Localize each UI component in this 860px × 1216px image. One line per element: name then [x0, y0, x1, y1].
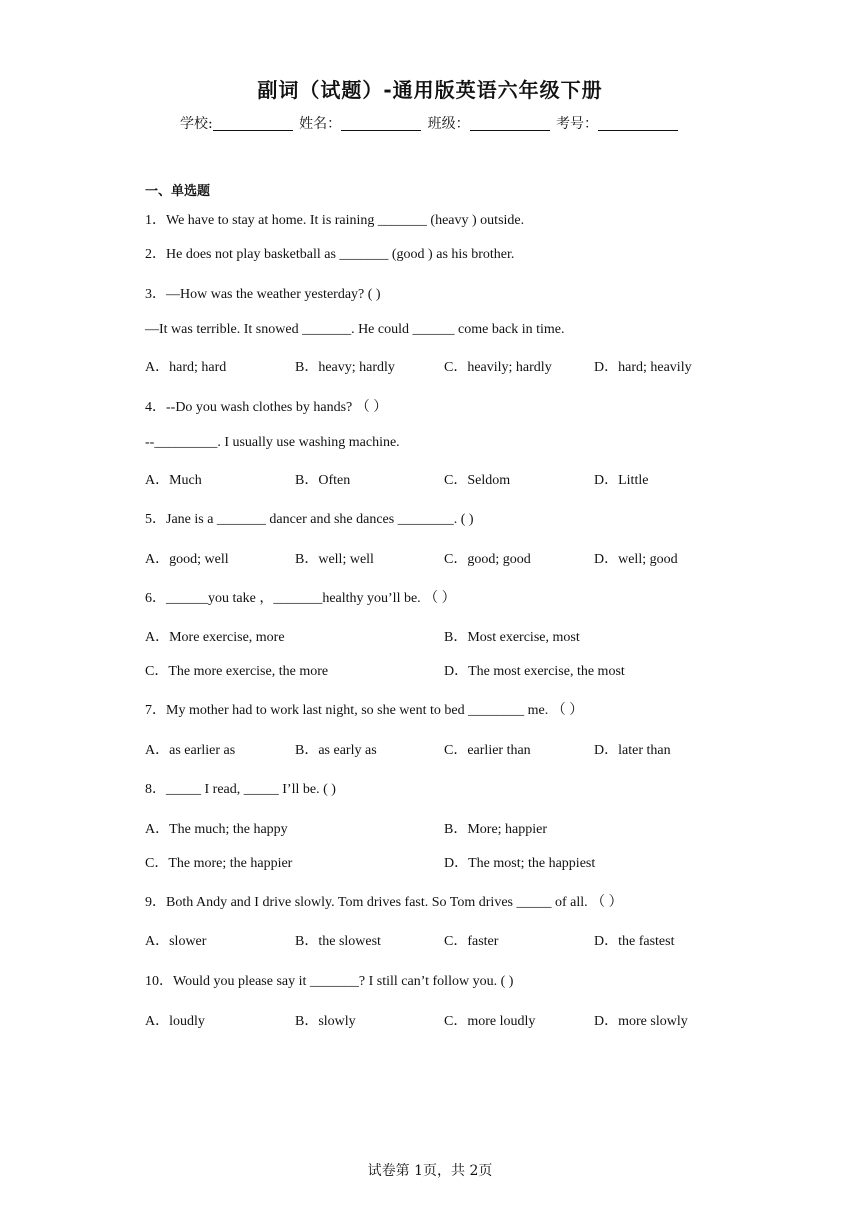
question-7-option-c: C．earlier than: [444, 743, 531, 758]
question-5-options: [145, 548, 745, 568]
question-4-option-b: B．Often: [295, 473, 351, 488]
question-6-options-row-1: [145, 626, 745, 646]
question-4-stem-2: --_________. I usually use washing machine.: [145, 435, 400, 450]
question-9-option-b: B．the slowest: [295, 934, 381, 949]
document-title: 副词（试题）-通用版英语六年级下册: [257, 78, 603, 102]
question-10-options: [145, 1010, 745, 1030]
question-4-option-d: D．Little: [594, 473, 649, 488]
question-6-options-row-2: [145, 660, 745, 680]
page-footer: 试卷第 1页，共 2页: [367, 1163, 493, 1179]
class-blank: [470, 116, 550, 131]
question-6-option-b: B．Most exercise, most: [444, 630, 580, 645]
question-8-option-c: C．The more; the happier: [145, 856, 293, 871]
question-10-option-c: C．more loudly: [444, 1014, 536, 1029]
name-blank: [341, 116, 421, 131]
question-8-options-row-1: [145, 818, 745, 838]
question-4-option-c: C．Seldom: [444, 473, 511, 488]
question-3-option-c: C．heavily; hardly: [444, 360, 552, 375]
question-10-option-b: B．slowly: [295, 1014, 356, 1029]
student-info-line: [0, 113, 860, 133]
question-8-option-b: B．More; happier: [444, 822, 548, 837]
question-3-options: [145, 356, 745, 376]
question-4-option-a: A．Much: [145, 473, 202, 488]
question-9-stem: 9．Both Andy and I drive slowly. Tom drives fast. So Tom drives _____ of all. （ ）: [145, 895, 623, 910]
question-6-stem: 6．______you take ，_______healthy you’ll be. （ ）: [145, 591, 456, 606]
question-6-option-c: C．The more exercise, the more: [145, 664, 329, 679]
exam-number-blank: [598, 116, 678, 131]
section-title: 一、单选题: [145, 184, 211, 199]
name-label: 姓名：: [299, 116, 342, 132]
question-7-options: [145, 739, 745, 759]
question-3-stem: 3．—How was the weather yesterday? ( ): [145, 287, 381, 302]
question-8-options-row-2: [145, 852, 745, 872]
question-9-options: [145, 930, 745, 950]
question-10-stem: 10．Would you please say it _______? I still can’t follow you. ( ): [145, 974, 514, 989]
question-8-option-d: D．The most; the happiest: [444, 856, 596, 871]
exam-number-label: 考号：: [556, 116, 599, 132]
question-9-option-c: C．faster: [444, 934, 499, 949]
question-8-option-a: A．The much; the happy: [145, 822, 288, 837]
school-blank: [213, 116, 293, 131]
question-10-option-d: D．more slowly: [594, 1014, 688, 1029]
question-9-option-a: A．slower: [145, 934, 207, 949]
question-2: 2．He does not play basketball as _______ (good ) as his brother.: [145, 247, 515, 262]
question-3-option-b: B．heavy; hardly: [295, 360, 395, 375]
question-7-stem: 7．My mother had to work last night, so she went to bed ________ me. （ ）: [145, 703, 584, 718]
question-5-stem: 5．Jane is a _______ dancer and she dances ________. ( ): [145, 512, 474, 527]
question-7-option-a: A．as earlier as: [145, 743, 236, 758]
question-3-option-d: D．hard; heavily: [594, 360, 692, 375]
question-4-stem: 4．--Do you wash clothes by hands? （ ）: [145, 400, 388, 415]
question-7-option-b: B．as early as: [295, 743, 377, 758]
question-1: 1．We have to stay at home. It is raining _______ (heavy ) outside.: [145, 213, 525, 228]
question-10-option-a: A．loudly: [145, 1014, 205, 1029]
question-3-option-a: A．hard; hard: [145, 360, 227, 375]
question-5-option-d: D．well; good: [594, 552, 678, 567]
question-5-option-a: A．good; well: [145, 552, 229, 567]
question-6-option-a: A．More exercise, more: [145, 630, 285, 645]
class-label: 班级：: [427, 116, 470, 132]
question-7-option-d: D．later than: [594, 743, 671, 758]
question-6-option-d: D．The most exercise, the most: [444, 664, 625, 679]
question-5-option-c: C．good; good: [444, 552, 531, 567]
question-8-stem: 8．_____ I read, _____ I’ll be. ( ): [145, 782, 336, 797]
school-label: 学校:: [179, 116, 213, 132]
question-4-options: [145, 469, 745, 489]
question-3-stem-2: —It was terrible. It snowed _______. He could ______ come back in time.: [145, 322, 565, 337]
question-5-option-b: B．well; well: [295, 552, 374, 567]
question-9-option-d: D．the fastest: [594, 934, 675, 949]
